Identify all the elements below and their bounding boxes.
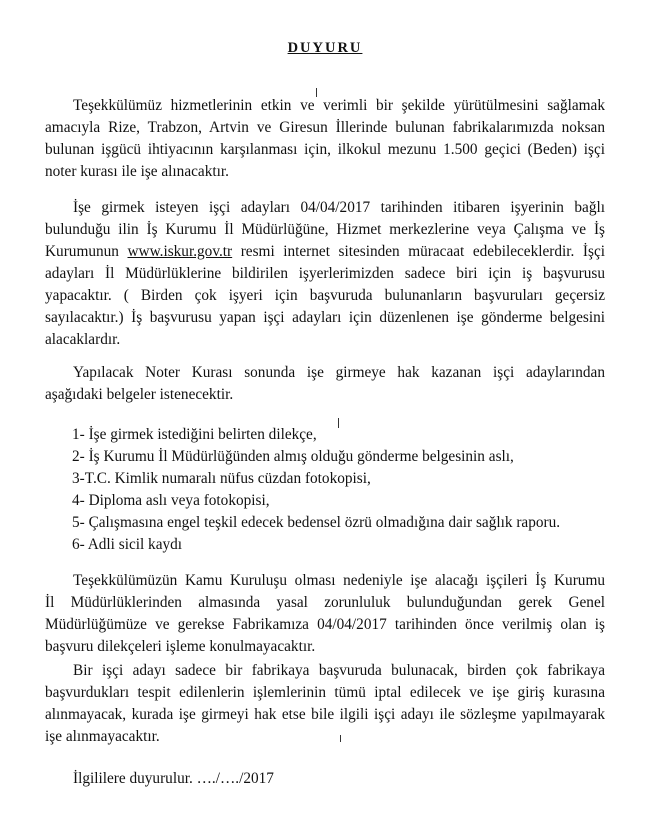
iskur-website-link[interactable]: www.iskur.gov.tr [127, 243, 233, 260]
scan-artifact [338, 418, 339, 428]
text-line: başvurdukları tespit edilenlerin işlemlerinin tümü iptal edilecek ve işe giriş kurasına [45, 684, 605, 701]
required-documents-list [72, 424, 560, 556]
paragraph-lottery [45, 362, 605, 406]
text-line [45, 241, 605, 263]
text-line: noter kurası ile işe alınacaktır. [45, 163, 229, 180]
text-line: adayları İl Müdürlüklerine bildirilen işyerlerimizden sadece biri için iş başvurusu [45, 265, 605, 282]
text-segment: Kurumunun [45, 243, 128, 260]
text-line: aşağıdaki belgeler istenecektir. [45, 386, 234, 403]
paragraph-public-institution [45, 570, 605, 658]
document-title: DUYURU [287, 40, 363, 56]
closing-line [45, 768, 605, 790]
paragraph-intro [45, 95, 605, 183]
text-line: Yapılacak Noter Kurası sonunda işe girmeye hak kazanan işçi adaylarından [73, 364, 605, 381]
text-line: bulunduğu ilin İş Kurumu İl Müdürlüğüne, Hizmet merkezlerine veya Çalışma ve İş [45, 221, 605, 238]
text-segment: resmi internet sitesinden müracaat edebileceklerdir. İşçi [232, 243, 605, 260]
list-item: 4- Diploma aslı veya fotokopisi, [72, 492, 270, 509]
text-line: Müdürlüğümüze ve gerekse Fabrikamıza 04/04/2017 tarihinden önce verilmiş olan iş [45, 616, 605, 633]
text-line: İşe girmek isteyen işçi adayları 04/04/2017 tarihinden itibaren işyerinin bağlı [73, 199, 605, 216]
text-line: İl Müdürlüklerinden almasında yasal zorunluluk bulunduğundan gerek Genel [45, 594, 605, 611]
list-item: 5- Çalışmasına engel teşkil edecek bedensel özrü olmadığına dair sağlık raporu. [72, 514, 561, 531]
text-line: amacıyla Rize, Trabzon, Artvin ve Giresun İllerinde bulunan fabrikalarımızda noksan [45, 119, 605, 136]
list-item: 6- Adli sicil kaydı [72, 536, 183, 553]
paragraph-application [45, 197, 605, 351]
text-line: Teşekkülümüz hizmetlerinin etkin ve verimli bir şekilde yürütülmesini sağlamak [73, 97, 605, 114]
list-item: 2- İş Kurumu İl Müdürlüğünden almış olduğu gönderme belgesinin aslı, [72, 448, 514, 465]
text-line: işe alınmayacaktır. [45, 728, 160, 745]
text-line: bulunan işgücü ihtiyacının karşılanması için, ilkokul mezunu 1.500 geçici (Beden) işçi [45, 141, 605, 158]
text-line: alacaklardır. [45, 331, 121, 348]
text-line: Bir işçi adayı sadece bir fabrikaya başvuruda bulunacak, birden çok fabrikaya [73, 662, 605, 679]
scan-artifact [316, 88, 317, 97]
text-line: Teşekkülümüzün Kamu Kuruluşu olması nedeniyle işe alacağı işçileri İş Kurumu [73, 572, 605, 589]
text-line: alınmayacak, kurada işe girmeyi hak etse bile ilgili işçi adayı ile sözleşme yapılmayarak [45, 706, 605, 723]
list-item: 1- İşe girmek istediğini belirten dilekçe, [72, 426, 317, 443]
paragraph-single-factory [45, 660, 605, 748]
text-line: sayılacaktır.) İş başvurusu yapan işçi adayları için düzenlenen işe gönderme belgesini [45, 309, 605, 326]
text-line: yapacaktır. ( Birden çok işyeri için başvuruda bulunanların başvuruları geçersiz [45, 287, 605, 304]
list-item: 3-T.C. Kimlik numaralı nüfus cüzdan fotokopisi, [72, 470, 371, 487]
scan-artifact [340, 735, 341, 742]
text-line: başvuru dilekçeleri işleme konulmayacaktır. [45, 638, 316, 655]
text-line: İlgililere duyurulur. …./…./2017 [73, 770, 274, 787]
